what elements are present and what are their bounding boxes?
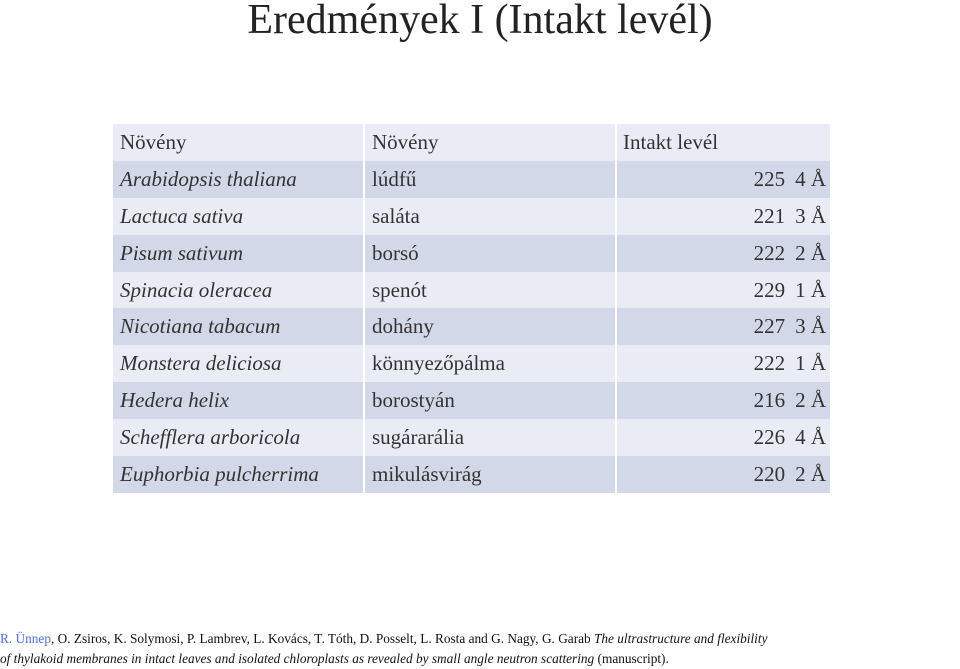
repeat-distance-error: 2 Å (795, 461, 826, 486)
repeat-distance-error: 1 Å (795, 277, 826, 302)
reference-title-part-2: of thylakoid membranes in intact leaves and isolated chloroplasts as revealed by small angle neutron scattering (0, 651, 595, 666)
table-row (113, 382, 830, 419)
reference-line-2 (0, 649, 960, 669)
table-header-row (113, 124, 830, 161)
table-row (113, 161, 830, 198)
repeat-distance-error: 4 Å (795, 166, 826, 191)
repeat-distance-error: 2 Å (795, 388, 826, 413)
first-author-link[interactable]: R. Ünnep (0, 631, 51, 646)
reference-status: (manuscript). (594, 651, 669, 666)
header-latin-name: Növény (113, 124, 365, 161)
common-name-cell: mikulásvirág (365, 456, 617, 493)
common-name-cell: borsó (365, 235, 617, 272)
table-row (113, 419, 830, 456)
common-name-cell: spenót (365, 272, 617, 309)
latin-name-cell: Monstera deliciosa (113, 345, 365, 382)
table-row (113, 272, 830, 309)
repeat-distance-error: 2 Å (795, 240, 826, 265)
repeat-distance-value: 220 (753, 461, 786, 486)
header-intact-leaf: Intakt levél (617, 124, 830, 161)
repeat-distance-value: 226 (753, 425, 786, 450)
repeat-distance-error: 3 Å (795, 314, 826, 339)
reference-citation (0, 629, 960, 669)
intact-value-cell (617, 345, 830, 382)
common-name-cell: saláta (365, 198, 617, 235)
intact-value-cell (617, 419, 830, 456)
intact-value-cell (617, 308, 830, 345)
slide-title: Eredmények I (Intakt levél) (247, 0, 713, 43)
repeat-distance-value: 222 (753, 240, 786, 265)
intact-value-cell (617, 272, 830, 309)
results-table (113, 124, 830, 493)
common-name-cell: könnyezőpálma (365, 345, 617, 382)
repeat-distance-error: 3 Å (795, 203, 826, 228)
repeat-distance-value: 221 (753, 203, 786, 228)
repeat-distance-error: 1 Å (795, 351, 826, 376)
intact-value-cell (617, 456, 830, 493)
latin-name-cell: Nicotiana tabacum (113, 308, 365, 345)
common-name-cell: borostyán (365, 382, 617, 419)
repeat-distance-value: 225 (753, 166, 786, 191)
latin-name-cell: Euphorbia pulcherrima (113, 456, 365, 493)
intact-value-cell (617, 235, 830, 272)
table-row (113, 345, 830, 382)
common-name-cell: sugárarália (365, 419, 617, 456)
repeat-distance-error: 4 Å (795, 425, 826, 450)
table-row (113, 198, 830, 235)
header-common-name: Növény (365, 124, 617, 161)
latin-name-cell: Arabidopsis thaliana (113, 161, 365, 198)
latin-name-cell: Hedera helix (113, 382, 365, 419)
repeat-distance-value: 229 (753, 277, 786, 302)
common-name-cell: lúdfű (365, 161, 617, 198)
reference-line-1 (0, 629, 960, 649)
intact-value-cell (617, 161, 830, 198)
latin-name-cell: Lactuca sativa (113, 198, 365, 235)
repeat-distance-value: 227 (753, 314, 786, 339)
latin-name-cell: Pisum sativum (113, 235, 365, 272)
table-row (113, 235, 830, 272)
table-row (113, 308, 830, 345)
common-name-cell: dohány (365, 308, 617, 345)
repeat-distance-value: 222 (753, 351, 786, 376)
intact-value-cell (617, 198, 830, 235)
intact-value-cell (617, 382, 830, 419)
reference-coauthors: , O. Zsiros, K. Solymosi, P. Lambrev, L. Kovács, T. Tóth, D. Posselt, L. Rosta and G. Nagy, G. Garab (50, 631, 591, 646)
table-row (113, 456, 830, 493)
latin-name-cell: Schefflera arboricola (113, 419, 365, 456)
latin-name-cell: Spinacia oleracea (113, 272, 365, 309)
repeat-distance-value: 216 (753, 388, 786, 413)
reference-title-part-1: The ultrastructure and flexibility (594, 631, 768, 646)
